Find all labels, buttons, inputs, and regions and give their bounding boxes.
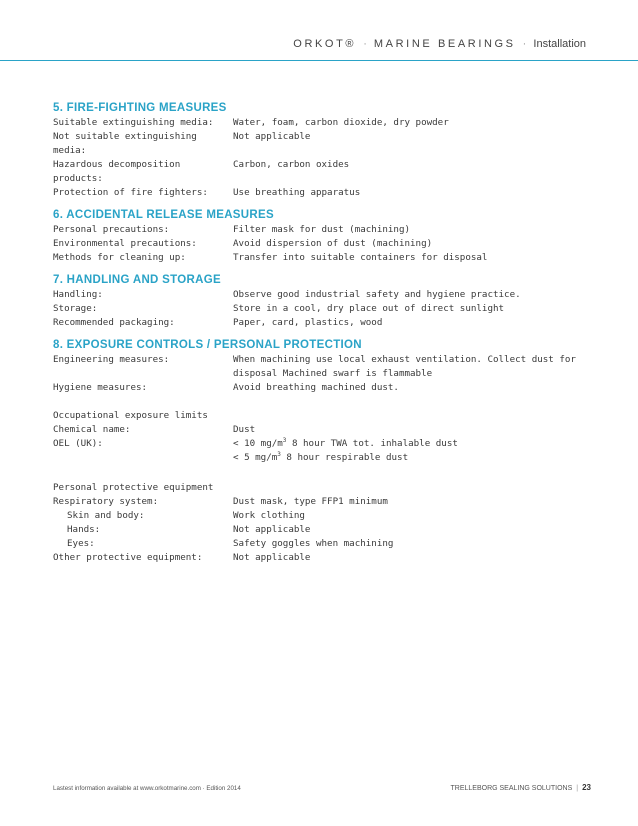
table-row: Hazardous decomposition products: Carbon, carbon oxides bbox=[53, 159, 350, 184]
subheading: Occupational exposure limits bbox=[53, 410, 208, 421]
table-row: Other protective equipment: Not applicable bbox=[53, 552, 311, 563]
table-row: Skin and body: Work clothing bbox=[67, 510, 305, 521]
footer-company bbox=[451, 783, 592, 792]
table-row: disposal Machined swarf is flammable bbox=[233, 368, 433, 379]
table-row: OEL (UK): < 10 $mg/m^3$ 8 hour TWA tot. inhalable dust bbox=[53, 437, 458, 449]
table-row: Protection of fire fighters: Use breathing apparatus bbox=[53, 187, 361, 198]
section-name: Installation bbox=[533, 38, 586, 50]
footer-note: Lastest information available at www.orkotmarine.com · Edition 2014 bbox=[53, 785, 241, 792]
table-row: Recommended packaging: Paper, card, plastics, wood bbox=[53, 317, 383, 328]
section-title: 5. FIRE-FIGHTING MEASURES bbox=[53, 102, 227, 114]
company-name: TRELLEBORG SEALING SOLUTIONS bbox=[450, 785, 573, 792]
table-row: Hands: Not applicable bbox=[67, 524, 311, 535]
table-row: Chemical name: Dust bbox=[53, 424, 256, 435]
section-title: 6. ACCIDENTAL RELEASE MEASURES bbox=[53, 209, 274, 221]
header-rule bbox=[0, 60, 638, 61]
brand-name: ORKOT® bbox=[293, 38, 357, 50]
spacer bbox=[53, 465, 593, 479]
table-row: Respiratory system: Dust mask, type FFP1 minimum bbox=[53, 496, 388, 507]
table-row: Environmental precautions: Avoid dispersion of dust (machining) bbox=[53, 238, 433, 249]
header-separator: · bbox=[522, 38, 527, 50]
table-row: Not suitable extinguishing media: Not applicable bbox=[53, 131, 311, 156]
section-title: 8. EXPOSURE CONTROLS / PERSONAL PROTECTION bbox=[53, 339, 362, 351]
page-header bbox=[293, 38, 586, 50]
page-number: 23 bbox=[582, 783, 591, 792]
table-row: Engineering measures: When machining use local exhaust ventilation. Collect dust for bbox=[53, 354, 576, 365]
section-handling-storage bbox=[53, 273, 593, 330]
table-row: Eyes: Safety goggles when machining bbox=[67, 538, 394, 549]
header-separator: · bbox=[363, 38, 367, 50]
page-separator: | bbox=[576, 785, 579, 792]
section-title: 7. HANDLING AND STORAGE bbox=[53, 274, 221, 286]
section-accidental-release bbox=[53, 208, 593, 265]
document-body bbox=[53, 101, 593, 573]
table-row: Storage: Store in a cool, dry place out of direct sunlight bbox=[53, 303, 505, 314]
table-row: Personal precautions: Filter mask for dust (machining) bbox=[53, 224, 411, 235]
table-row: Methods for cleaning up: Transfer into suitable containers for disposal bbox=[53, 252, 488, 263]
table-row: Suitable extinguishing media: Water, foam, carbon dioxide, dry powder bbox=[53, 117, 449, 128]
section-exposure-controls bbox=[53, 338, 593, 565]
product-name: MARINE BEARINGS bbox=[373, 38, 516, 50]
section-fire-fighting bbox=[53, 101, 593, 200]
subheading: Personal protective equipment bbox=[53, 482, 214, 493]
table-row: Hygiene measures: Avoid breathing machined dust. bbox=[53, 382, 399, 393]
table-row: < 5 $mg/m^3$ 8 hour respirable dust bbox=[233, 451, 409, 463]
spacer bbox=[53, 395, 593, 409]
table-row: Handling: Observe good industrial safety and hygiene practice. bbox=[53, 289, 521, 300]
